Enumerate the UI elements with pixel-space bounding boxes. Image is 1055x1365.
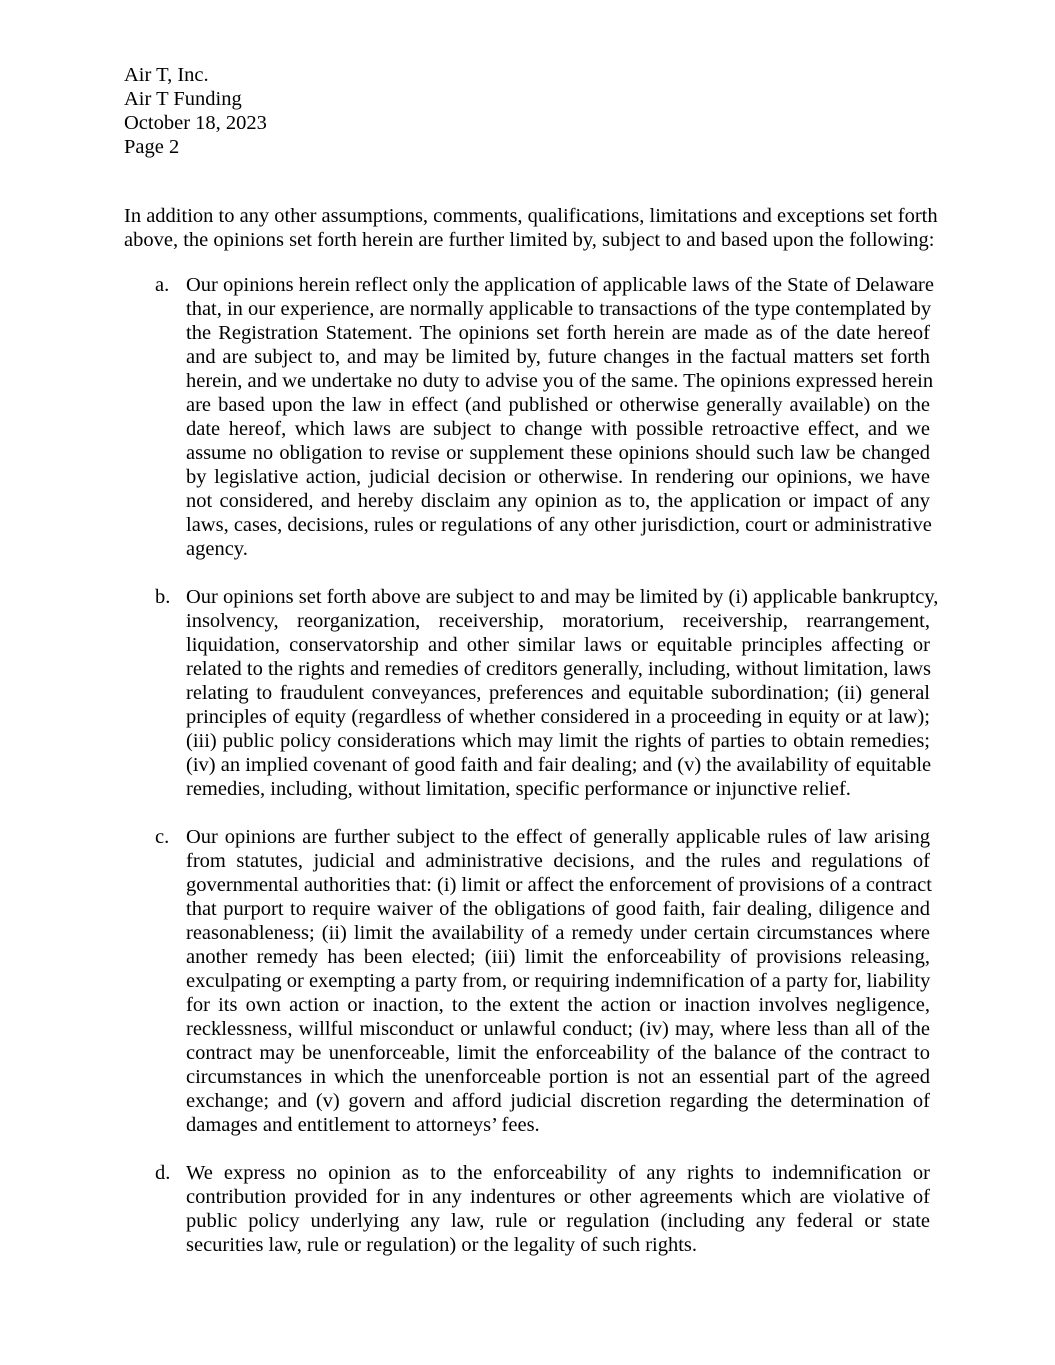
list-item-label: b. [155,586,171,608]
text-line: another remedy has been elected; (iii) limit the enforceability of provisions releasing, [186,946,930,968]
text-line: and are subject to, and may be limited by, future changes in the factual matters set forth [186,346,930,368]
text-line: from statutes, judicial and administrative decisions, and the rules and regulations of [186,850,930,872]
list-item [124,273,934,561]
list-item-label: a. [155,274,170,296]
text-line: contract may be unenforceable, limit the enforceability of the balance of the contract to [186,1042,930,1064]
list-item [124,585,939,801]
text-line: damages and entitlement to attorneys’ fees. [186,1114,540,1136]
text-line: relating to fraudulent conveyances, preferences and equitable subordination; (ii) general [186,682,930,704]
text-line: public policy underlying any law, rule or regulation (including any federal or state [186,1210,930,1232]
text-line: that, in our experience, are normally applicable to transactions of the type contemplated by [186,298,932,320]
text-line: above, the opinions set forth herein are further limited by, subject to and based upon the following: [124,229,935,251]
list-item-label: d. [155,1162,171,1184]
text-line: assume no obligation to revise or supplement these opinions should such law be changed [186,442,930,464]
text-line: contribution provided for in any indentures or other agreements which are violative of [186,1186,930,1208]
text-line: insolvency, reorganization, receivership, moratorium, receivership, rearrangement, [186,610,930,632]
text-line: by legislative action, judicial decision or otherwise. In rendering our opinions, we have [186,466,930,488]
text-line: remedies, including, without limitation, specific performance or injunctive relief. [186,778,851,800]
text-line: related to the rights and remedies of creditors generally, including, without limitation, laws [186,658,932,680]
text-line: principles of equity (regardless of whether considered in a proceeding in equity or at law); [186,706,930,728]
list-item [124,1161,930,1257]
list-item [124,825,930,1137]
text-line: for its own action or inaction, to the extent the action or inaction involves negligence, [186,994,930,1016]
text-line: laws, cases, decisions, rules or regulations of any other jurisdiction, court or administrative [186,514,932,536]
text-line: the Registration Statement. The opinions set forth herein are made as of the date hereof [186,322,930,344]
text-line: (iii) public policy considerations which may limit the rights of parties to obtain remedies; [186,730,930,752]
text-line: We express no opinion as to the enforceability of any rights to indemnification or [186,1162,930,1184]
addressee: Air T Funding [124,88,242,110]
text-line: are based upon the law in effect (and published or otherwise generally available) on the [186,394,930,416]
text-line: exculpating or exempting a party from, or requiring indemnification of a party for, liability [186,970,931,992]
text-line: reasonableness; (ii) limit the availability of a remedy under certain circumstances where [186,922,930,944]
page-number: Page 2 [124,136,180,158]
text-line: exchange; and (v) govern and afford judicial discretion regarding the determination of [186,1090,930,1112]
letter-date: October 18, 2023 [124,112,267,134]
text-line: liquidation, conservatorship and other similar laws or equitable principles affecting or [186,634,930,656]
text-line: In addition to any other assumptions, comments, qualifications, limitations and exceptions set forth [124,205,938,227]
text-line: securities law, rule or regulation) or the legality of such rights. [186,1234,698,1256]
limitations-list [124,273,939,1281]
text-line: governmental authorities that: (i) limit or affect the enforcement of provisions of a contract [186,874,932,896]
intro-paragraph [124,204,938,252]
letter-header [124,63,267,159]
text-line: Our opinions herein reflect only the application of applicable laws of the State of Delaware [186,274,934,296]
text-line: (iv) an implied covenant of good faith and fair dealing; and (v) the availability of equitable [186,754,932,776]
text-line: circumstances in which the unenforceable portion is not an essential part of the agreed [186,1066,930,1088]
text-line: date hereof, which laws are subject to change with possible retroactive effect, and we [186,418,930,440]
text-line: herein, and we undertake no duty to advise you of the same. The opinions expressed herein [186,370,934,392]
text-line: recklessness, willful misconduct or unlawful conduct; (iv) may, where less than all of the [186,1018,930,1040]
text-line: Our opinions are further subject to the effect of generally applicable rules of law arising [186,826,930,848]
text-line: agency. [186,538,248,560]
list-item-label: c. [155,826,170,848]
text-line: that purport to require waiver of the obligations of good faith, fair dealing, diligence and [186,898,930,920]
company-name: Air T, Inc. [124,64,209,86]
text-line: Our opinions set forth above are subject to and may be limited by (i) applicable bankruptcy, [186,586,939,608]
text-line: not considered, and hereby disclaim any opinion as to, the application or impact of any [186,490,930,512]
